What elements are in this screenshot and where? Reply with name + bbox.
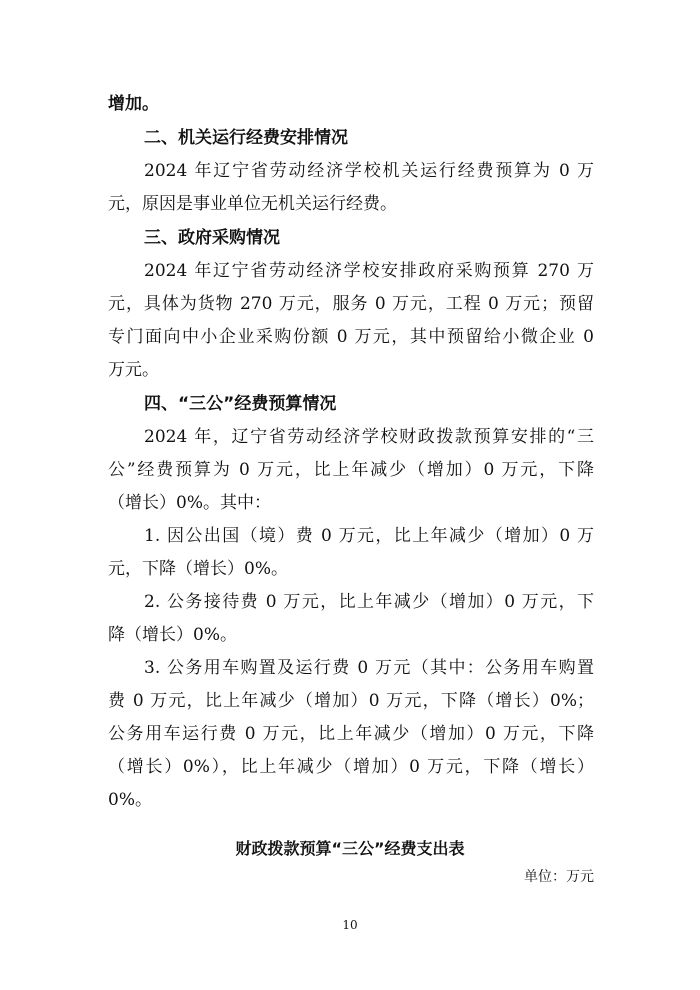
section-heading-3: 三、政府采购情况 xyxy=(144,228,280,248)
table-title: 财政拨款预算“三公”经费支出表 xyxy=(235,839,465,858)
para-continuation: 增加。 xyxy=(108,94,159,114)
paragraph-line: 2024 年辽宁省劳动经济学校安排政府采购预算 270 万 xyxy=(144,261,594,281)
list-item-3-cont: 0%。 xyxy=(108,790,152,810)
paragraph-line: 元，原因是事业单位无机关运行经费。 xyxy=(108,194,397,214)
section-heading-4: 四、“三公”经费预算情况 xyxy=(144,394,337,414)
list-item-2-cont: 降（增长）0%。 xyxy=(108,625,237,645)
paragraph-line: 专门面向中小企业采购份额 0 万元，其中预留给小微企业 0 xyxy=(108,327,594,347)
list-item-3-cont: 费 0 万元，比上年减少（增加）0 万元，下降（增长）0%； xyxy=(108,691,594,711)
list-item-3-cont: 公务用车运行费 0 万元，比上年减少（增加）0 万元，下降 xyxy=(108,724,594,744)
paragraph-line: 公”经费预算为 0 万元，比上年减少（增加）0 万元，下降 xyxy=(108,460,594,480)
section-heading-2: 二、机关运行经费安排情况 xyxy=(144,128,348,148)
list-item-1: 1. 因公出国（境）费 0 万元，比上年减少（增加）0 万 xyxy=(144,526,594,546)
paragraph-line: 万元。 xyxy=(108,360,159,380)
paragraph-line: 2024 年，辽宁省劳动经济学校财政拨款预算安排的“三 xyxy=(144,427,594,447)
page-number: 10 xyxy=(342,918,358,932)
paragraph-line: 2024 年辽宁省劳动经济学校机关运行经费预算为 0 万 xyxy=(144,161,594,181)
paragraph-line: （增长）0%。其中： xyxy=(108,493,271,513)
list-item-3: 3. 公务用车购置及运行费 0 万元（其中：公务用车购置 xyxy=(144,658,594,678)
list-item-2: 2. 公务接待费 0 万元，比上年减少（增加）0 万元，下 xyxy=(144,592,594,612)
paragraph-line: 元，具体为货物 270 万元，服务 0 万元，工程 0 万元；预留 xyxy=(108,294,594,314)
list-item-3-cont: （增长）0%），比上年减少（增加）0 万元，下降（增长） xyxy=(108,757,594,777)
unit-label: 单位：万元 xyxy=(524,869,594,885)
list-item-1-cont: 元，下降（增长）0%。 xyxy=(108,559,288,579)
